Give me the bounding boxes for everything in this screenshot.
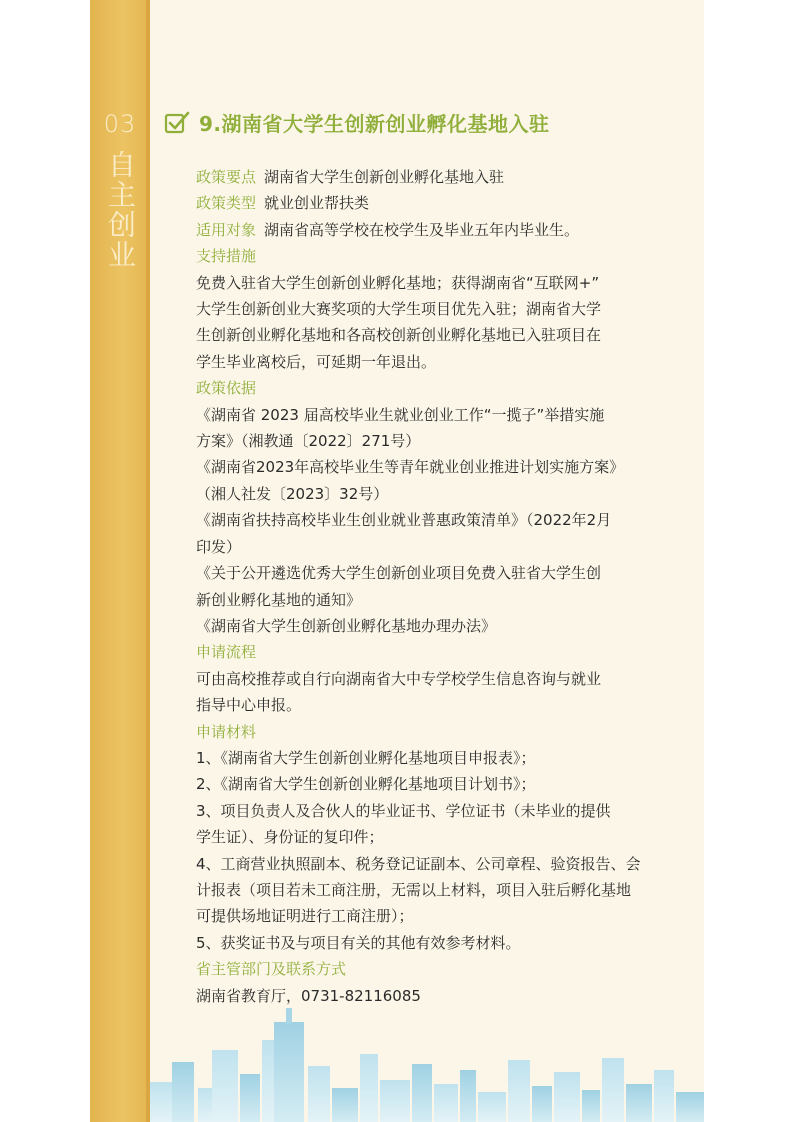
section-number: 03	[103, 110, 137, 138]
basis-line: 印发）	[196, 537, 242, 556]
sidebar-stripe	[146, 0, 150, 1122]
contact-line: 湖南省教育厅，0731-82116085	[196, 986, 421, 1005]
process-line: 可由高校推荐或自行向湖南省大中专学校学生信息咨询与就业	[196, 669, 602, 688]
basis-line: 《湖南省大学生创新创业孵化基地办理办法》	[196, 616, 497, 635]
materials-line: 2、《湖南省大学生创新创业孵化基地项目计划书》；	[196, 775, 536, 794]
checkbox-check-icon	[164, 110, 190, 136]
support-line: 大学生创新创业大赛奖项的大学生项目优先入驻；湖南省大学	[196, 300, 602, 319]
basis-line: 《关于公开遴选优秀大学生创新创业项目免费入驻省大学生创	[196, 564, 602, 583]
basis-heading: 政策依据	[196, 379, 257, 398]
policy-type-label: 政策类型	[196, 194, 257, 213]
support-line: 生创新创业孵化基地和各高校创新创业孵化基地已入驻项目在	[196, 326, 602, 345]
basis-line: 新创业孵化基地的通知》	[196, 590, 362, 609]
section-sidebar	[90, 0, 150, 1122]
policy-point-row	[196, 164, 656, 190]
policy-point-value: 湖南省大学生创新创业孵化基地入驻	[264, 168, 505, 186]
policy-content	[196, 164, 656, 1009]
process-heading: 申请流程	[196, 643, 257, 662]
contact-heading: 省主管部门及联系方式	[196, 960, 347, 979]
target-value: 湖南省高等学校在校学生及毕业五年内毕业生。	[264, 220, 580, 239]
policy-type-row	[196, 190, 656, 216]
materials-line: 1、《湖南省大学生创新创业孵化基地项目申报表》；	[196, 748, 536, 767]
support-line: 免费入驻省大学生创新创业孵化基地；获得湖南省“互联网+”	[196, 273, 600, 292]
basis-line: （湘人社发〔2023〕32号）	[196, 484, 389, 503]
basis-line: 《湖南省 2023 届高校毕业生就业创业工作“一揽子”举措实施	[196, 405, 605, 424]
process-line: 指导中心申报。	[196, 696, 302, 715]
policy-title-row	[164, 108, 550, 137]
materials-line: 可提供场地证明进行工商注册）；	[196, 907, 414, 926]
policy-point-label: 政策要点	[196, 168, 257, 186]
basis-line: 《湖南省扶持高校毕业生创业就业普惠政策清单》（2022年2月	[196, 511, 612, 530]
target-row	[196, 217, 656, 243]
basis-line: 《湖南省2023年高校毕业生等青年就业创业推进计划实施方案》	[196, 458, 625, 477]
city-skyline-illustration	[150, 1000, 704, 1122]
section-name: 自主创业	[104, 150, 137, 270]
materials-line: 4、工商营业执照副本、税务登记证副本、公司章程、验资报告、会	[196, 854, 641, 873]
materials-line: 3、项目负责人及合伙人的毕业证书、学位证书（未毕业的提供	[196, 801, 611, 820]
policy-title: 9.湖南省大学生创新创业孵化基地入驻	[199, 112, 550, 136]
materials-line: 计报表（项目若未工商注册，无需以上材料，项目入驻后孵化基地	[196, 880, 632, 899]
support-line: 学生毕业离校后，可延期一年退出。	[196, 352, 437, 371]
materials-line: 学生证）、身份证的复印件；	[196, 828, 384, 847]
basis-line: 方案》（湘教通〔2022〕271号）	[196, 432, 421, 451]
support-heading: 支持措施	[196, 247, 257, 266]
policy-type-value: 就业创业帮扶类	[264, 194, 370, 213]
target-label: 适用对象	[196, 220, 257, 239]
materials-heading: 申请材料	[196, 722, 257, 741]
materials-line: 5、获奖证书及与项目有关的其他有效参考材料。	[196, 933, 521, 952]
